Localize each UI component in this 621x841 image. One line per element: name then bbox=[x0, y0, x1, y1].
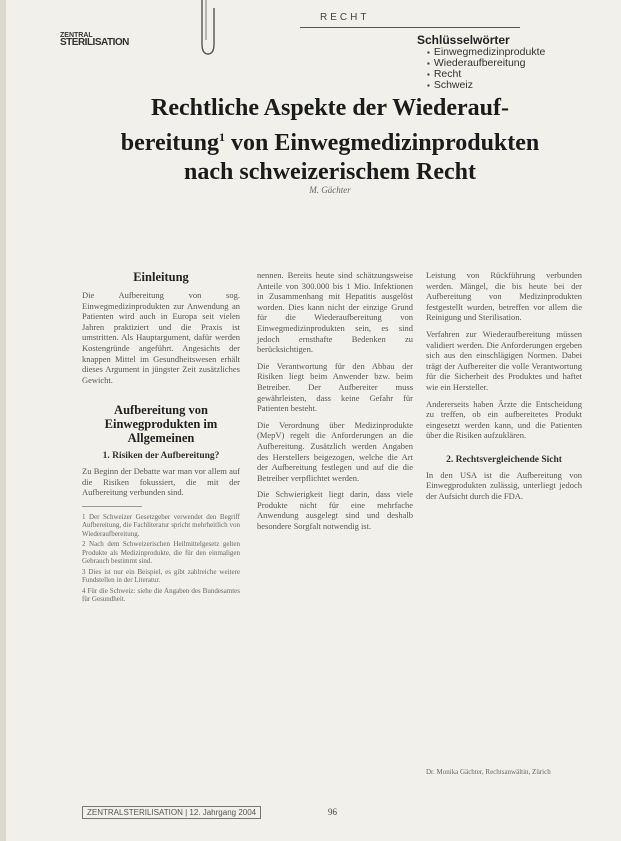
title-line-3: nach schweizerischem Recht bbox=[184, 159, 476, 185]
paragraph: nennen. Bereits heute sind schätzungsweise Anteile von 300.000 bis 1 Mio. Infektionen in Zusammenhang mit Hepatitis ausgelöst worden. Dies kann nicht der einzige Grund für die Wiederaufbereitung von Einwegmedizinprodukten sein, es sind jedoch ernsthafte Bedenken zu berücksichtigen. bbox=[257, 270, 413, 355]
title-line-2 bbox=[60, 123, 600, 158]
logo-top-text: ZENTRAL bbox=[60, 32, 93, 39]
keyword-item: ▪ Recht bbox=[427, 69, 545, 80]
keywords-list bbox=[417, 47, 545, 91]
paperclip-icon bbox=[196, 0, 220, 58]
article-title bbox=[60, 94, 600, 187]
footnote: 2 Nach dem Schweizerischen Heilmittelgesetz gelten Produkte als Medizinprodukte, die für den einmaligen Gebrauch bestimmt sind. bbox=[82, 540, 240, 566]
title-footnote-mark: 1 bbox=[218, 130, 225, 144]
paragraph: In den USA ist die Aufbereitung von Einwegprodukten zulässig, unterliegt jedoch der Aufsicht durch die FDA. bbox=[426, 469, 582, 501]
paragraph: Die Verordnung über Medizinprodukte (MepV) regelt die Anforderungen an die Aufbereitung. Zusätzlich werden Angaben des Herstellers beigezogen, welche die Art der Aufbereitung festlegen und auf die die Betreiber verpflichtet werden. bbox=[257, 419, 413, 483]
keyword-item: ▪ Einwegmedizinprodukte bbox=[427, 47, 545, 58]
footnote-separator bbox=[82, 506, 142, 507]
footnote: 3 Dies ist nur ein Beispiel, es gibt zahlreiche weitere Fundstellen in der Literatur. bbox=[82, 567, 240, 585]
title-line-2b: von Einwegmedizinprodukten bbox=[224, 130, 540, 156]
paragraph: Die Schwierigkeit liegt darin, dass viele Produkte nicht für eine mehrfache Anwendung ausgelegt sind und deshalb besondere Sorgfalt notwendig ist. bbox=[257, 489, 413, 532]
paragraph: Leistung von Rückführung verbunden werden. Mängel, die bis heute bei der Aufbereitung von Medizinprodukten festgestellt wurden, betreffen vor allem die Reinigung und Sterilisation. bbox=[426, 270, 582, 323]
logo-main-text: STERILISATION bbox=[60, 37, 129, 48]
keywords-box bbox=[417, 33, 545, 91]
page-number: 96 bbox=[328, 807, 337, 817]
heading-preparation: Aufbereitung von Einwegprodukten im Allgemeinen bbox=[104, 403, 218, 446]
title-line-2a: bereitung bbox=[120, 130, 219, 156]
paragraph: Verfahren zur Wiederaufbereitung müssen validiert werden. Die Anforderungen ergeben sich aus den einschlägigen Normen. Dabei trägt der Aufbereiter die volle Verantwortung für die Sicherheit des Produktes und haftet wie ein Hersteller. bbox=[426, 328, 582, 392]
header-rule bbox=[300, 27, 520, 28]
title-line-1: Rechtliche Aspekte der Wiederauf- bbox=[151, 95, 509, 121]
paragraph: Zu Beginn der Debatte war man vor allem auf die Risiken fokussiert, die mit der Aufbereitung verbunden sind. bbox=[82, 465, 240, 498]
journal-logo bbox=[60, 32, 129, 46]
author-name: M. Gächter bbox=[309, 185, 351, 195]
keyword-item: ▪ Wiederaufbereitung bbox=[427, 58, 545, 69]
paragraph: Die Aufbereitung von sog. Einwegmedizinprodukten zur Anwendung an Patienten wird auch in Europa seit vielen Jahren praktiziert und die Praxis ist umstritten. Als Hauptargument, dafür werden Kostengründe angeführt. Angesichts der knappen Mittel im Gesundheitswesen erhält dieses Argument in jüngster Zeit zusätzliches Gewicht. bbox=[82, 290, 240, 385]
subheading-risks: 1. Risiken der Aufbereitung? bbox=[102, 451, 220, 462]
column-3 bbox=[426, 270, 582, 507]
footnote: 4 Für die Schweiz: siehe die Angaben des Bundesamtes für Gesundheit. bbox=[82, 586, 240, 604]
section-label: RECHT bbox=[320, 12, 370, 23]
column-1 bbox=[82, 270, 240, 606]
column-2 bbox=[257, 270, 413, 538]
footnotes bbox=[82, 513, 240, 604]
keyword-item: ▪ Schweiz bbox=[427, 80, 545, 91]
correspondence-address: Dr. Monika Gächter, Rechtsanwältin, Zürich bbox=[426, 768, 551, 776]
journal-footer: ZENTRALSTERILISATION | 12. Jahrgang 2004 bbox=[82, 806, 261, 819]
paragraph: Andererseits haben Ärzte die Entscheidung zu treffen, ob ein aufbereitetes Produkt eingesetzt werden kann, und die Patienten über die Risiken aufzuklären. bbox=[426, 398, 582, 441]
keywords-heading: Schlüsselwörter bbox=[417, 33, 510, 47]
scan-edge bbox=[0, 0, 6, 841]
subheading-legal-comparison: 2. Rechtsvergleichende Sicht bbox=[446, 454, 562, 465]
footnote: 1 Der Schweizer Gesetzgeber verwendet den Begriff Aufbereitung, die Fachliteratur spricht mehrheitlich von Wiederaufbereitung. bbox=[82, 512, 240, 538]
heading-introduction: Einleitung bbox=[133, 270, 189, 284]
paragraph: Die Verantwortung für den Abbau der Risiken liegt beim Anwender bzw. beim Betreiber. Der Aufbereiter muss gewährleisten, dass keine Gefahr für Patienten besteht. bbox=[257, 360, 413, 414]
